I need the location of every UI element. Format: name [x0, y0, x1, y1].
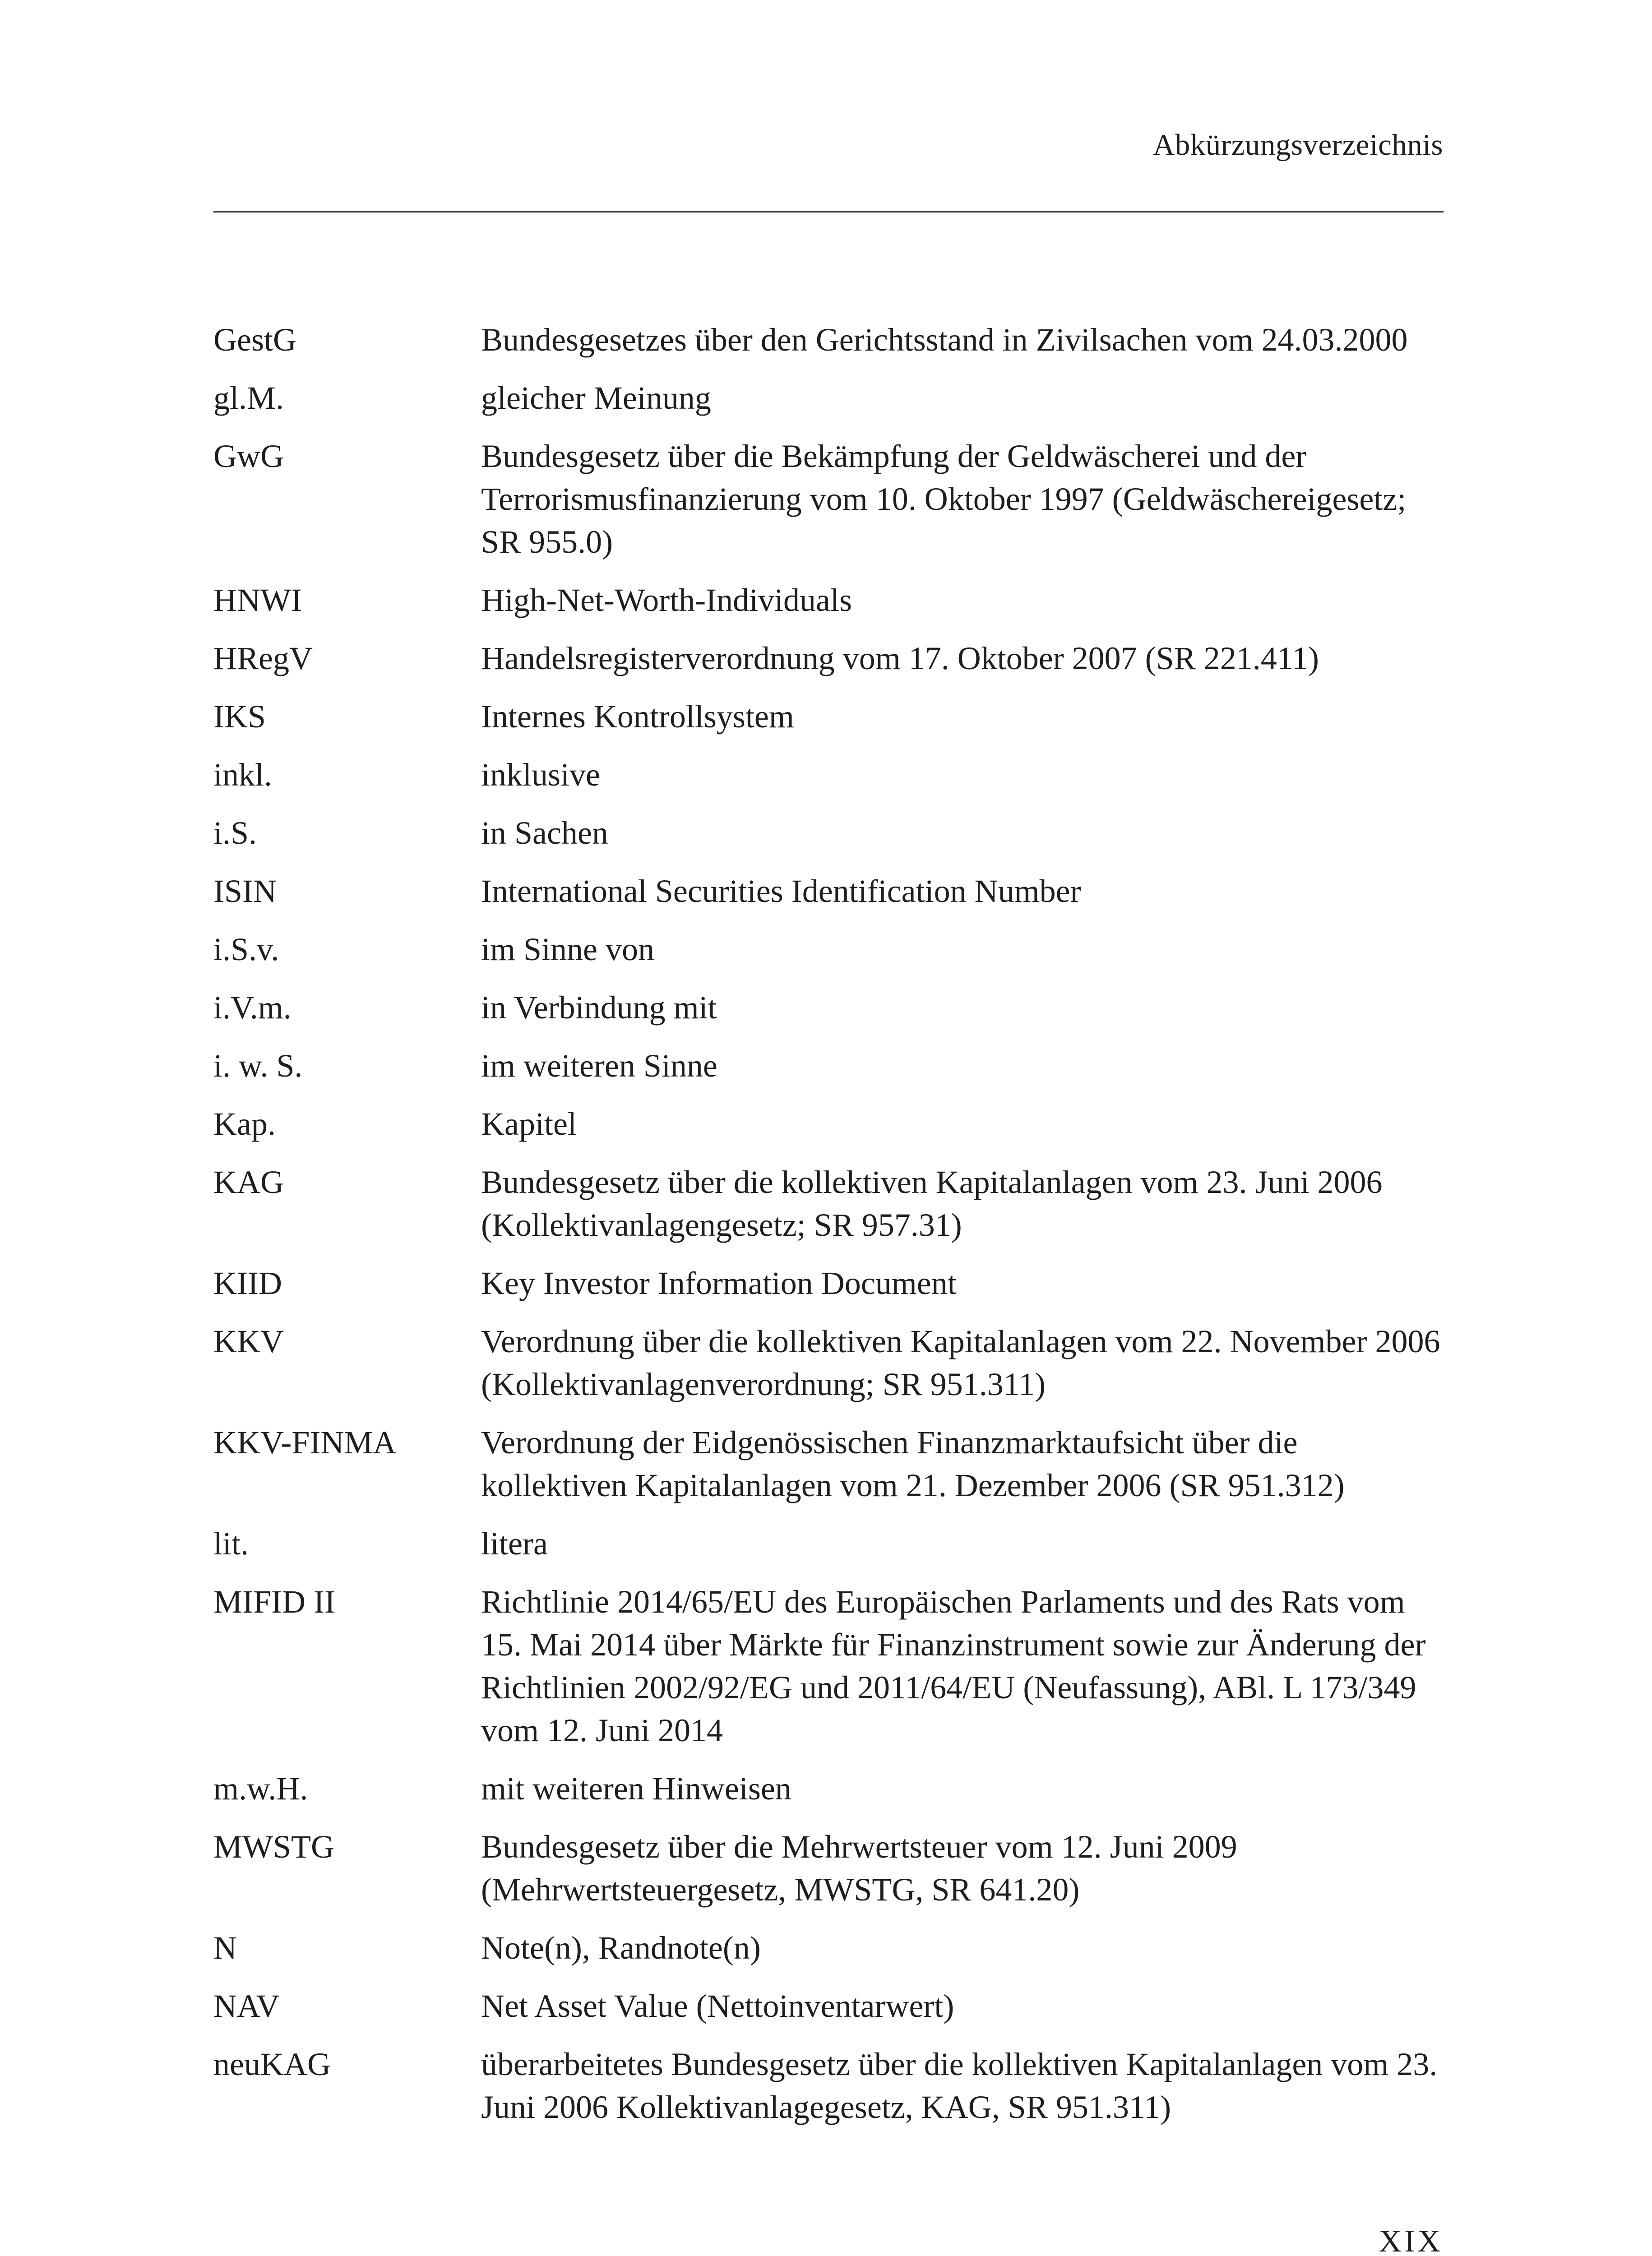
abbreviation-term: IKS: [213, 698, 266, 735]
abbreviation-entry: [213, 435, 1444, 564]
abbreviation-definition: gleicher Meinung: [481, 380, 711, 416]
abbreviation-entry: [213, 1985, 1444, 2028]
abbreviation-definition: Key Investor Information Document: [481, 1265, 957, 1301]
abbreviation-definition: Bundesgesetzes über den Gerichtsstand in Zivilsachen vom 24.03.2000: [481, 322, 1408, 358]
abbreviation-term: Kap.: [213, 1106, 276, 1142]
abbreviation-entry: [213, 377, 1444, 420]
abbreviation-entry: [213, 812, 1444, 855]
page-number: XIX: [1379, 2224, 1443, 2256]
abbreviation-definition: inklusive: [481, 757, 600, 793]
abbreviation-definition: Verordnung über die kollektiven Kapitalanlagen vom 22. November 2006 (Kollektivanlagenverordnung; SR 951.311): [481, 1323, 1440, 1402]
abbreviation-term: ISIN: [213, 873, 277, 909]
abbreviation-definition: litera: [481, 1526, 548, 1562]
abbreviation-definition: im Sinne von: [481, 931, 655, 967]
abbreviation-entry: [213, 695, 1444, 738]
abbreviation-definition: High-Net-Worth-Individuals: [481, 582, 852, 618]
abbreviation-term: KAG: [213, 1164, 284, 1200]
abbreviation-term: KKV: [213, 1323, 284, 1359]
abbreviation-definition: Note(n), Randnote(n): [481, 1930, 761, 1966]
abbreviation-term: N: [213, 1930, 237, 1966]
abbreviation-entry: [213, 637, 1444, 680]
abbreviation-entry: [213, 986, 1444, 1029]
abbreviation-term: HNWI: [213, 582, 302, 618]
abbreviation-entry: [213, 1421, 1444, 1507]
abbreviation-entry: [213, 1045, 1444, 1087]
abbreviation-definition: Verordnung der Eidgenössischen Finanzmarktaufsicht über die kollektiven Kapitalanlagen vom 21. Dezember 2006 (SR 951.312): [481, 1424, 1345, 1503]
abbreviation-entry: [213, 579, 1444, 622]
abbreviation-term: KIID: [213, 1265, 282, 1301]
abbreviation-entry: [213, 1767, 1444, 1810]
abbreviation-entry: [213, 870, 1444, 913]
abbreviation-definition: Internes Kontrollsystem: [481, 698, 794, 735]
abbreviation-term: i.V.m.: [213, 989, 292, 1026]
abbreviation-definition: Richtlinie 2014/65/EU des Europäischen Parlaments und des Rats vom 15. Mai 2014 über Märkte für Finanzinstrument sowie zur Änderung der Richtlinien 2002/92/EG und 2011/64/EU (Neufassung), ABl. L 173/349 vom 12. Juni 2014: [481, 1584, 1426, 1748]
abbreviation-entry: [213, 1522, 1444, 1565]
abbreviation-list: [213, 319, 1444, 2129]
abbreviation-definition: überarbeitetes Bundesgesetz über die kollektiven Kapitalanlagen vom 23. Juni 2006 Kollektivanlagegesetz, KAG, SR 951.311): [481, 2046, 1438, 2125]
abbreviation-entry: [213, 1161, 1444, 1247]
abbreviation-term: i. w. S.: [213, 1048, 303, 1084]
header-divider: [213, 211, 1444, 213]
abbreviation-term: m.w.H.: [213, 1771, 308, 1807]
abbreviation-term: GwG: [213, 438, 284, 474]
abbreviation-definition: Bundesgesetz über die Mehrwertsteuer vom 12. Juni 2009 (Mehrwertsteuergesetz, MWSTG, SR 641.20): [481, 1829, 1237, 1908]
abbreviation-term: MIFID II: [213, 1584, 335, 1620]
abbreviation-definition: im weiteren Sinne: [481, 1048, 717, 1084]
abbreviation-term: gl.M.: [213, 380, 284, 416]
abbreviation-definition: in Verbindung mit: [481, 989, 717, 1026]
abbreviation-entry: [213, 1927, 1444, 1969]
abbreviation-definition: mit weiteren Hinweisen: [481, 1771, 791, 1807]
abbreviation-entry: [213, 1103, 1444, 1146]
abbreviation-term: GestG: [213, 322, 296, 358]
abbreviation-entry: [213, 319, 1444, 361]
abbreviation-term: inkl.: [213, 757, 273, 793]
abbreviation-entry: [213, 754, 1444, 796]
abbreviation-entry: [213, 1581, 1444, 1752]
abbreviation-term: KKV-FINMA: [213, 1424, 397, 1461]
abbreviation-term: i.S.v.: [213, 931, 279, 967]
abbreviation-definition: Handelsregisterverordnung vom 17. Oktober 2007 (SR 221.411): [481, 640, 1319, 676]
abbreviation-entry: [213, 928, 1444, 971]
abbreviation-entry: [213, 1320, 1444, 1406]
abbreviation-definition: Kapitel: [481, 1106, 577, 1142]
abbreviation-term: lit.: [213, 1526, 249, 1562]
abbreviation-entry: [213, 2043, 1444, 2129]
abbreviation-entry: [213, 1826, 1444, 1911]
abbreviation-term: HRegV: [213, 640, 313, 676]
abbreviation-term: NAV: [213, 1988, 280, 2024]
abbreviation-definition: Bundesgesetz über die Bekämpfung der Geldwäscherei und der Terrorismusfinanzierung vom 10. Oktober 1997 (Geldwäschereigesetz; SR 955.0): [481, 438, 1407, 560]
abbreviation-entry: [213, 1262, 1444, 1305]
abbreviation-definition: in Sachen: [481, 815, 608, 851]
running-header-title: Abkürzungsverzeichnis: [1152, 128, 1443, 162]
abbreviation-definition: International Securities Identification Number: [481, 873, 1081, 909]
abbreviation-term: MWSTG: [213, 1829, 334, 1865]
abbreviation-term: i.S.: [213, 815, 257, 851]
abbreviation-definition: Net Asset Value (Nettoinventarwert): [481, 1988, 954, 2024]
abbreviation-term: neuKAG: [213, 2046, 331, 2082]
abbreviation-definition: Bundesgesetz über die kollektiven Kapitalanlagen vom 23. Juni 2006 (Kollektivanlagengesetz; SR 957.31): [481, 1164, 1383, 1243]
